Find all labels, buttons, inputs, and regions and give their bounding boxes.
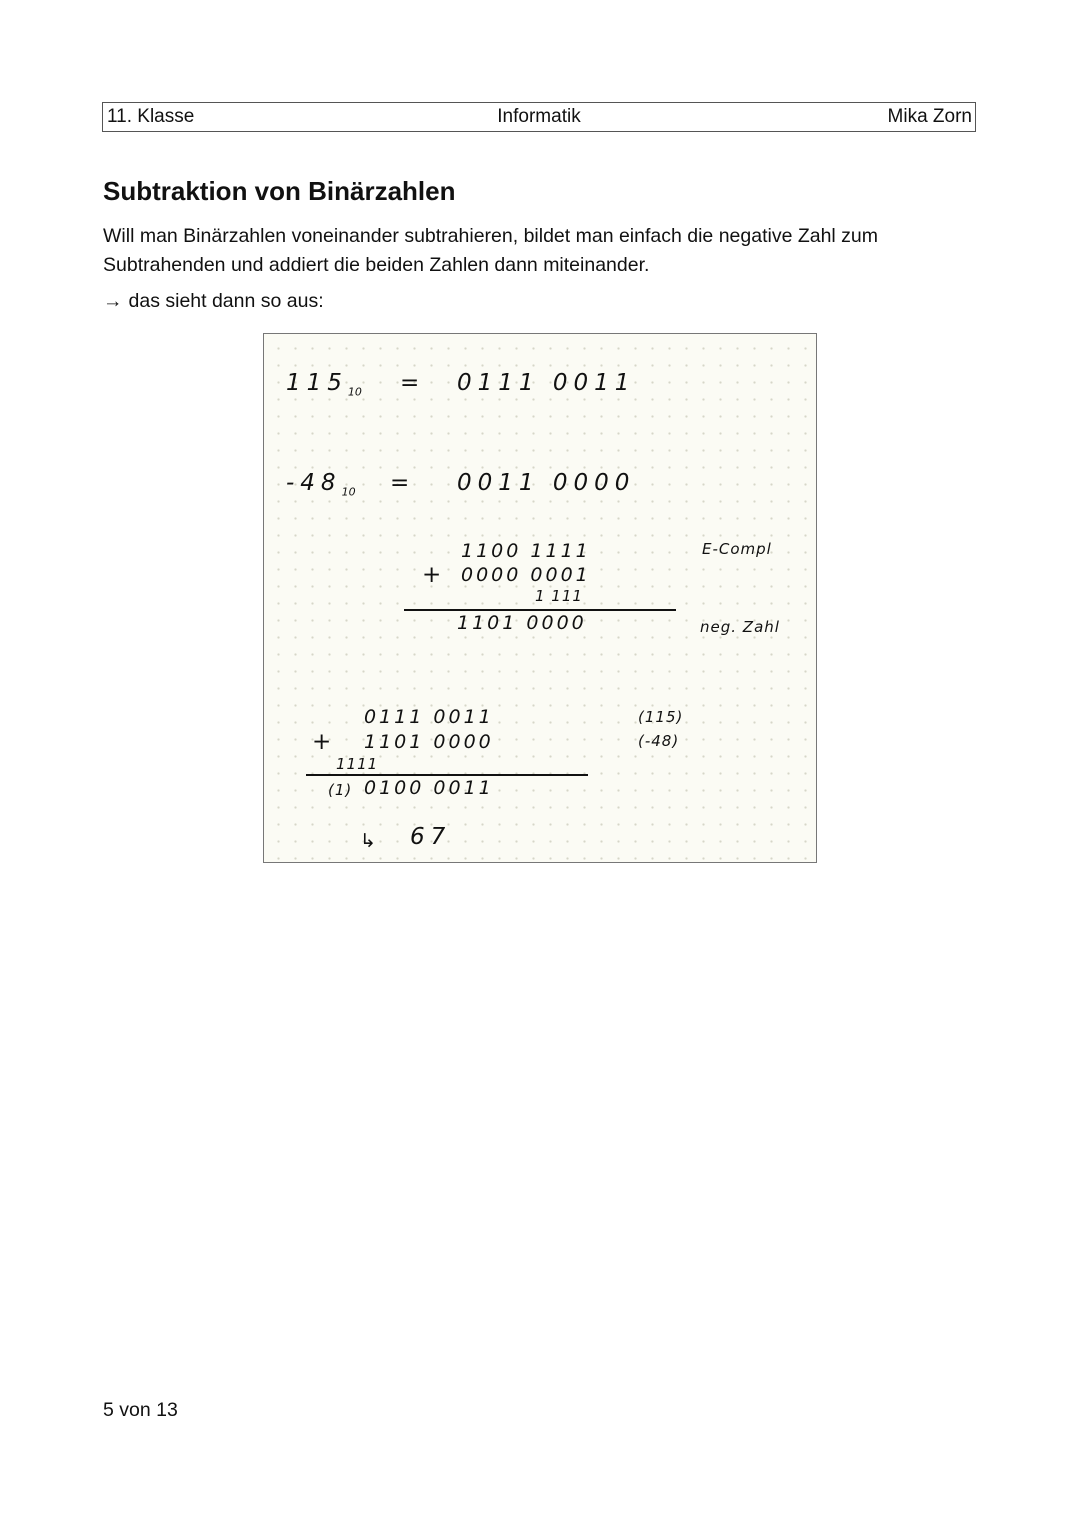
calc1-result-row: 1101 0000	[457, 612, 587, 634]
calc1-complement-label: E-Compl	[702, 540, 772, 558]
page-number: 5 von 13	[103, 1399, 178, 1421]
note-decimal-115: $115_{10}$	[286, 370, 362, 399]
answer-arrow-icon: ↳	[360, 830, 379, 852]
page-header	[102, 102, 976, 132]
calc1-plus-sign: +	[422, 562, 448, 588]
lead-line	[103, 290, 324, 313]
page-title: Subtraktion von Binärzahlen	[103, 176, 456, 206]
calc2-carry-row: 1111	[336, 755, 379, 773]
note-equals-1: =	[400, 370, 426, 396]
calc2-overflow-bit: (1)	[328, 781, 353, 799]
calc2-row2: 1101 0000	[364, 731, 494, 753]
header-author: Mika Zorn	[887, 106, 972, 127]
arrow-icon: →	[103, 290, 123, 312]
note-binary-48: 0011 0000	[457, 470, 636, 496]
header-class: 11. Klasse	[107, 106, 195, 127]
answer-value: 67	[410, 824, 452, 850]
intro-paragraph: Will man Binärzahlen voneinander subtrahieren, bildet man einfach die negative Zahl zum Subtrahenden und addiert die beiden Zahlen dann miteinander.	[103, 225, 879, 276]
calc2-sum-line	[306, 774, 588, 776]
note-equals-2: =	[390, 470, 416, 496]
lead-text: das sieht dann so aus:	[128, 290, 324, 312]
calc1-carry-row: 1 111	[535, 587, 583, 605]
calc1-sum-line	[404, 609, 676, 611]
calc1-addend-row: 0000 0001	[461, 564, 591, 586]
note-decimal-minus48: $-48_{10}$	[286, 470, 356, 499]
calc1-result-label: neg. Zahl	[700, 618, 780, 636]
calc2-row1: 0111 0011	[364, 706, 494, 728]
header-subject: Informatik	[497, 106, 581, 127]
note-binary-115: 0111 0011	[457, 370, 636, 396]
calc2-result-row: 0100 0011	[364, 777, 494, 799]
calc2-row1-note: (115)	[638, 708, 684, 726]
handwritten-note	[263, 333, 817, 863]
calc2-row2-note: (-48)	[638, 732, 680, 750]
calc1-complement-row: 1100 1111	[461, 540, 591, 562]
calc2-plus-sign: +	[312, 729, 338, 755]
